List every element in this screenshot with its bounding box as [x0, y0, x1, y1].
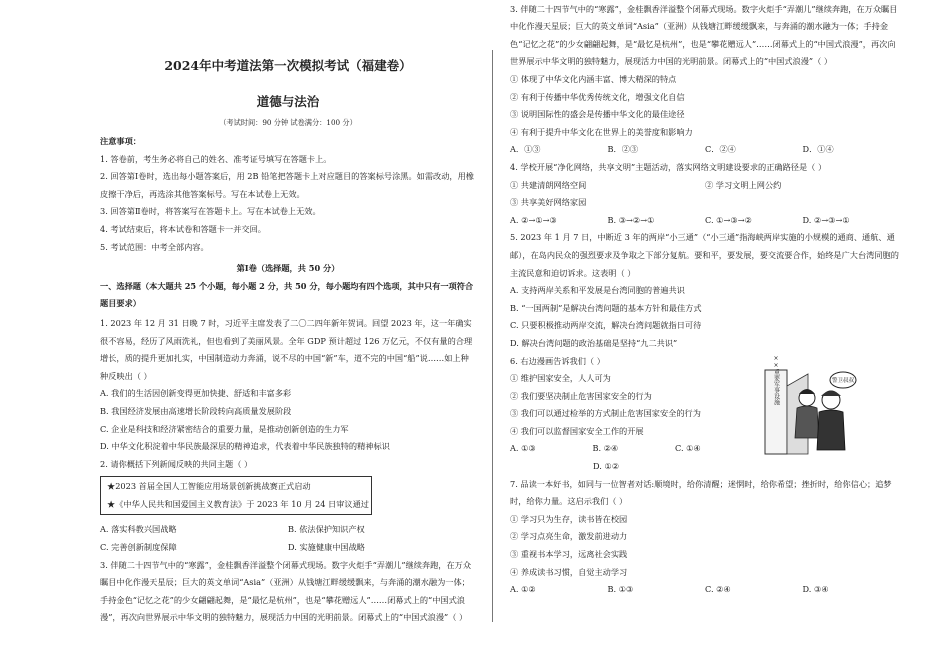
q6-option: C. ①④ [675, 443, 701, 454]
exam-info: （考试时间：90 分钟 试卷满分：100 分） [219, 118, 357, 127]
q4-item: ③ 共享美好网络家园 [510, 197, 587, 208]
q6-item: ② 我们要坚决制止危害国家安全的行为 [510, 390, 652, 401]
q2-stem: 2. 请你概括下列新闻反映的共同主题（ ） [100, 458, 253, 469]
notice-item: 5. 考试范围：中考全部内容。 [100, 241, 209, 252]
q2-option: A. 落实科教兴国战略 [100, 524, 177, 535]
q3-stem: 3. 伴随二十四节气中的“寒露”，金桂飘香洋溢整个闭幕式现场。数字火炬手“弄潮儿”继续奔跑，在万众瞩目中化作漫天星辰；巨大的英文单词“Asia”（亚洲）从钱塘江畔缓缓飘来，与奔涌的潮水融为一体；手持金色“记忆之花”的少女翩翩起舞，是“最忆是杭州”，也是“攀花赠远人”……闭幕式上的“中国式浪漫”，再次向世界展示中华文明的独特魅力，展现活力中国的光明前景。闭幕式上的“中国式浪漫”（ ） [100, 559, 472, 623]
q3-options [510, 141, 900, 159]
q7-option: C. ②④ [705, 584, 731, 595]
q6-option: A. ①③ [510, 443, 536, 454]
q7-stem: 7. 品读一本好书，如同与一位智者对话:顺境时，给你清醒；迷惘时，给你希望；挫折时，给你信心；追梦时，给你力量。这启示我们（ ） [510, 478, 892, 507]
q6-item: ① 维护国家安全，人人可为 [510, 373, 611, 384]
q2-option: C. 完善创新制度保障 [100, 542, 177, 553]
q5-option: C. 只要积极推动两岸交流，解决台湾问题就指日可待 [510, 320, 702, 331]
boy-body-icon [795, 406, 819, 438]
q1-option: A. 我们的生活因创新变得更加快捷、舒适和丰富多彩 [100, 388, 292, 399]
q4-item: ② 学习文明上网公约 [705, 179, 782, 190]
q4-items [510, 177, 900, 195]
column-divider [492, 50, 493, 622]
notice-item: 4. 考试结束后，将本试卷和答题卡一并交回。 [100, 223, 266, 234]
q5-option: B. “一国两制”是解决台湾问题的基本方针和最佳方式 [510, 302, 702, 313]
q2-options [100, 521, 476, 539]
q1-option: D. 中华文化积淀着中华民族最深层的精神追求，代表着中华民族独特的精神标识 [100, 441, 390, 452]
q5-option: A. 支持两岸关系和平发展是台湾同胞的普遍共识 [510, 285, 685, 296]
q2-news-item: ★《中华人民共和国爱国主义教育法》于 2023 年 10 月 24 日审议通过 [107, 498, 369, 509]
subject-title: 道德与法治 [256, 94, 320, 109]
q4-option: C. ①→③→② [705, 214, 752, 225]
right-column [510, 0, 900, 599]
q5-stem: 5. 2023 年 1 月 7 日，中断近 3 年的两岸“小三通”（“小三通”指海峡两岸实施的小规模的通商、通航、通邮），在岛内民众的强烈要求及争取之下部分复航。要和平，要发展，要交流要合作，始终是广大台湾同胞的主流民意和迫切诉求。这表明（ ） [510, 232, 899, 278]
q6-option: B. ②④ [592, 443, 619, 454]
notice-item: 皮擦干净后，再选涂其他答案标号。写在本试卷上无效。 [100, 188, 305, 199]
speech-bubble-text: 警卫叔叔 [831, 378, 855, 384]
q4-option: A. ②→①→③ [510, 214, 557, 225]
q2-option: B. 依法保护知识产权 [288, 524, 365, 535]
q6-item: ④ 我们可以监督国家安全工作的开展 [510, 425, 644, 436]
notice-item: 3. 回答第Ⅱ卷时，将答案写在答题卡上。写在本试卷上无效。 [100, 206, 321, 217]
q6-item: ③ 我们可以通过检举的方式制止危害国家安全的行为 [510, 408, 701, 419]
q7-item: ③ 重视书本学习，远离社会实践 [510, 549, 628, 560]
q7-item: ② 学习点亮生命，激发前进动力 [510, 531, 628, 542]
q4-option: D. ②→③→① [802, 214, 850, 225]
q3-item: ① 体现了中华文化内涵丰富、博大精深的特点 [510, 74, 677, 84]
q7-options [510, 581, 900, 599]
q3-option: B．②③ [607, 144, 639, 155]
q1-stem: 1. 2023 年 12 月 31 日晚 7 时，习近平主席发表了二〇二四年新年贺词。回望 2023 年，这一年确实很不容易，经历了风雨洗礼，但也看到了美丽风景。全年 GDP 预计超过 126 万亿元，不仅有量的合理增长，质的提升更加扎实，中国制造动力奔涌，说不尽的中国“新”车，道不完的中国“船”说……如上种种反映出（ ） [100, 317, 473, 381]
q3-item: ④ 有利于提升中华文化在世界上的美誉度和影响力 [510, 126, 693, 137]
section-title: 第Ⅰ卷（选择题，共 50 分） [236, 263, 340, 274]
q4-item: ① 共建清朗网络空间 [510, 179, 587, 190]
q7-item: ④ 养成读书习惯，自觉主动学习 [510, 566, 628, 577]
part-title: 一、选择题（本大题共 25 个小题，每小题 2 分，共 50 分，每小题均有四个选项，其中只有一项符合题目要求） [100, 280, 474, 309]
q3-option: A．①③ [510, 144, 541, 155]
q5-option: D. 解决台湾问题的政治基础是坚持“九二共识” [510, 337, 678, 348]
q3-stem-box [100, 557, 476, 623]
q4-options [510, 212, 900, 230]
guard-cap-icon [821, 391, 841, 396]
q2-news-box [100, 476, 372, 515]
q1-option: B. 我国经济发展由高速增长阶段转向高质量发展阶段 [100, 405, 292, 416]
guard-body-icon [817, 410, 845, 450]
q7-item: ① 学习只为生存，读书皆在校园 [510, 513, 628, 524]
q7-option: B. ①③ [607, 584, 634, 595]
q2-option: D. 实施健康中国战略 [288, 542, 365, 553]
q6-options [510, 440, 760, 458]
q1-option: C. 企业是科技和经济紧密结合的重要力量，是推动创新创造的生力军 [100, 423, 349, 434]
exam-title: 2024年中考道法第一次模拟考试（福建卷） [164, 58, 412, 73]
q6-option: D. ①② [593, 461, 620, 472]
notice-title: 注意事项： [100, 136, 141, 146]
military-sign-text: ××重要军事设施 [772, 355, 780, 405]
q3-option: D．①④ [802, 144, 834, 155]
notice-item: 1. 答卷前，考生务必将自己的姓名、准考证号填写在答题卡上。 [100, 153, 332, 164]
left-column [100, 133, 476, 623]
q2-news-item: ★2023 首届全国人工智能应用场景创新挑战赛正式启动 [107, 481, 311, 492]
q3-stem-continued [510, 0, 900, 71]
q2-options [100, 539, 476, 557]
q3-item: ② 有利于传播中华优秀传统文化，增强文化自信 [510, 91, 685, 102]
q6-cartoon-illustration [763, 355, 858, 456]
notice-item: 2. 回答第Ⅰ卷时，选出每小题答案后，用 2B 铅笔把答题卡上对应题目的答案标号涂黑。如需改动，用橡 [100, 171, 474, 182]
q4-option: B. ③→②→① [607, 214, 655, 225]
q3-item: ③ 说明国际性的盛会是传播中华文化的最佳途径 [510, 109, 685, 120]
q4-stem: 4. 学校开展“净化网络，共享文明”主题活动，落实网络文明建设要求的正确路径是（ ） [510, 161, 827, 172]
q3-option: C．②④ [705, 144, 736, 155]
q6-stem: 6. 右边漫画告诉我们（ ） [510, 355, 605, 366]
q3-stem-tail: 3. 伴随二十四节气中的“寒露”，金桂飘香洋溢整个闭幕式现场。数字火炬手“弄潮儿”继续奔跑，在万众瞩目中化作漫天星辰；巨大的英文单词“Asia”（亚洲）从钱塘江畔缓缓飘来，与奔涌的潮水融为一体；手持金色“记忆之花”的少女翩翩起舞，是“最忆是杭州”，也是“攀花赠远人”……闭幕式上的“中国式浪漫”，再次向世界展示中华文明的独特魅力，展现活力中国的光明前景。闭幕式上的“中国式浪漫”（ ） [510, 3, 898, 67]
q7-option: A. ①② [510, 584, 536, 595]
q7-option: D. ③④ [802, 584, 829, 595]
